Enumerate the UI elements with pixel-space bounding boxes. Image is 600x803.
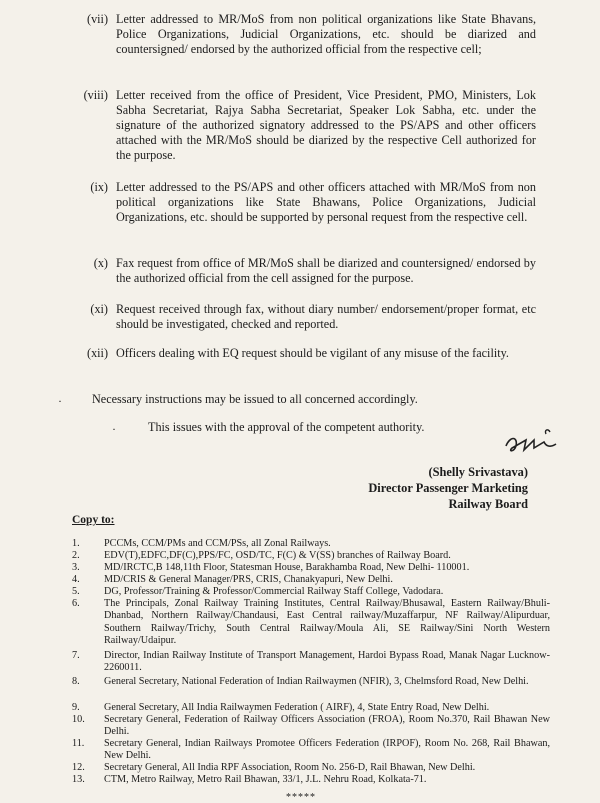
paragraph-bullet: · [58,394,62,408]
copy-number: 4. [72,574,80,585]
instruction-number: (x) [93,256,108,270]
copy-text: CTM, Metro Railway, Metro Rail Bhawan, 33/1, J.L. Nehru Road, Kolkata-71. [104,774,427,785]
copy-text: PCCMs, CCM/PMs and CCM/PSs, all Zonal Railways. [104,538,331,549]
instruction-number: (ix) [90,180,108,194]
instruction-text: Letter received from the office of President, Vice President, PMO, Ministers, Lok Sabha Secretariat, Rajya Sabha Secretariat, Speaker Lok Sabha, etc. under the signature of the authorized signatory addressed to the PS/APS and other officers attached with the MR/MoS should be diarized by the respective Cell authorized for the purpose. [116,88,536,162]
copy-number: 8. [72,676,80,687]
copy-text: Secretary General, All India RPF Association, Room No. 256-D, Rail Bhawan, New Delhi. [104,762,476,773]
copy-number: 3. [72,562,80,573]
copy-number: 6. [72,598,80,609]
signatory-name: (Shelly Srivastava) [428,465,528,479]
instruction-text: Letter addressed to MR/MoS from non political organizations like State Bhavans, Police Organizations, Judicial Organizations, etc. should be diarized and countersigned/ endorsed by the authorized official from the respective cell; [116,12,536,56]
copy-text: EDV(T),EDFC,DF(C),PPS/FC, OSD/TC, F(C) & V(SS) branches of Railway Board. [104,550,451,561]
copy-number: 2. [72,550,80,561]
copy-text: General Secretary, National Federation of Indian Railwaymen (NFIR), 3, Chelmsford Road, New Delhi. [104,676,529,687]
instruction-text: Request received through fax, without diary number/ endorsement/proper format, etc should be investigated, checked and reported. [116,302,536,331]
copy-text: MD/CRIS & General Manager/PRS, CRIS, Chanakyapuri, New Delhi. [104,574,393,585]
instruction-text: Letter addressed to the PS/APS and other officers attached with MR/MoS from non political organizations like State Bhawans, Police Organizations, Judicial Organizations, etc. should be supported by personal request from the respective cell. [116,180,536,224]
instruction-text: Officers dealing with EQ request should be vigilant of any misuse of the facility. [116,346,509,360]
copy-number: 10. [72,714,85,725]
signature-scribble [504,426,564,458]
instruction-number: (xi) [90,302,108,316]
end-mark: ***** [286,792,316,803]
copy-number: 1. [72,538,80,549]
copy-number: 13. [72,774,85,785]
instruction-number: (viii) [83,88,108,102]
copy-text: DG, Professor/Training & Professor/Commercial Railway Staff College, Vadodara. [104,586,444,597]
copy-to-heading: Copy to: [72,514,115,526]
signature-block [368,464,528,512]
copy-number: 5. [72,586,80,597]
instruction-text: Fax request from office of MR/MoS shall be diarized and countersigned/ endorsed by the authorized official from the cell assigned for the purpose. [116,256,536,285]
copy-text: Secretary General, Indian Railways Promotee Officers Federation (IRPOF), Room No. 268, Rail Bhawan, New Delhi. [104,738,550,762]
signatory-office: Railway Board [448,497,528,511]
copy-text: The Principals, Zonal Railway Training Institutes, Central Railway/Bhusawal, Eastern Railway/Bhuli-Dhanbad, Northern Railway/Chandausi, East Central railway/Muzaffarpur, NF Railway/Alipurduar, Southern Railway/Trichy, South Central Railway/Moula Ali, SE Railway/Sini North Western Railway/Udaipur. [104,598,550,647]
instruction-number: (vii) [87,12,108,26]
copy-number: 12. [72,762,85,773]
copy-text: Secretary General, Federation of Railway Officers Association (FROA), Room No.370, Rail Bhawan New Delhi. [104,714,550,738]
copy-number: 9. [72,702,80,713]
signatory-designation: Director Passenger Marketing [368,481,528,495]
copy-number: 7. [72,650,80,661]
copy-text: Director, Indian Railway Institute of Transport Management, Hardoi Bypass Road, Manak Nagar Lucknow-2260011. [104,650,550,674]
paragraph-bullet: · [112,422,116,436]
closing-paragraph: Necessary instructions may be issued to all concerned accordingly. [92,392,418,406]
copy-text: General Secretary, All India Railwaymen Federation ( AIRF), 4, State Entry Road, New Delhi. [104,702,490,713]
instruction-number: (xii) [87,346,108,360]
copy-text: MD/IRCTC,B 148,11th Floor, Statesman House, Barakhamba Road, New Delhi- 110001. [104,562,470,573]
closing-paragraph: This issues with the approval of the competent authority. [148,420,425,434]
copy-number: 11. [72,738,85,749]
